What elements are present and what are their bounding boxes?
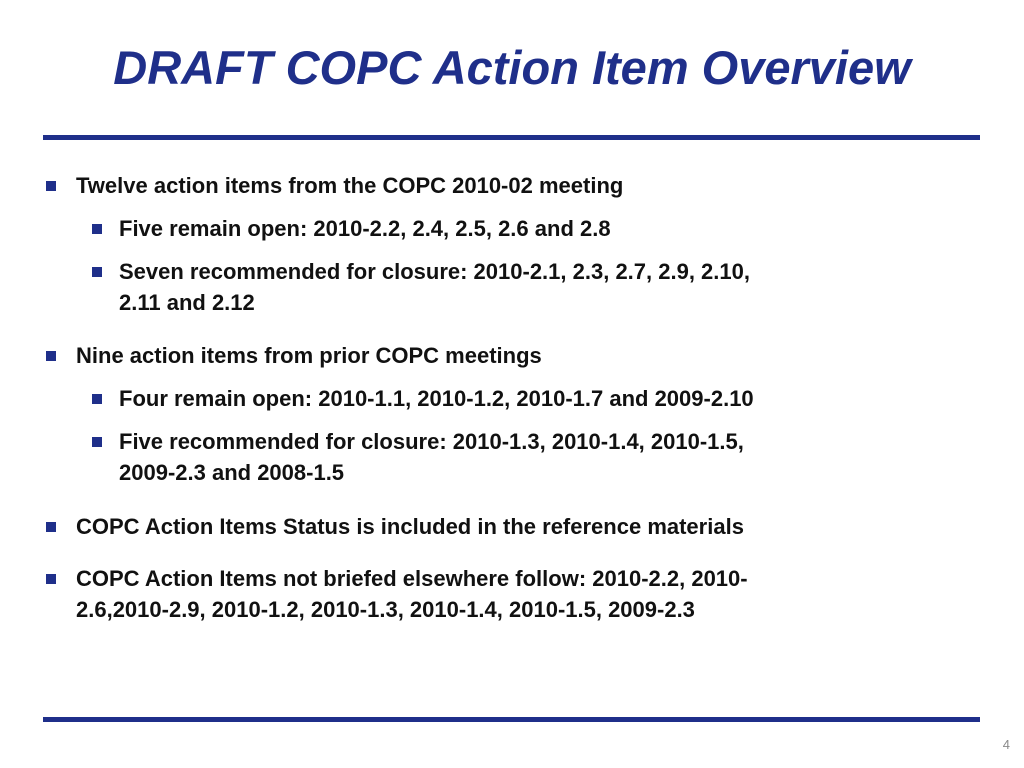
bullet-text: Nine action items from prior COPC meetings [76, 343, 542, 368]
sub-bullet-item [119, 256, 750, 318]
sub-bullet-item [119, 383, 754, 414]
bullet-text: Twelve action items from the COPC 2010-02 meeting [76, 173, 624, 198]
sub-bullet-item [119, 213, 611, 244]
sub-bullet-text-continued: 2.11 and 2.12 [119, 290, 255, 315]
bullet-item [76, 340, 542, 371]
sub-bullet-text-continued: 2009-2.3 and 2008-1.5 [119, 460, 345, 485]
bullet-item [76, 511, 744, 542]
square-bullet-icon [46, 351, 56, 361]
square-bullet-icon [92, 394, 102, 404]
square-bullet-icon [92, 437, 102, 447]
sub-bullet-item [119, 426, 744, 488]
sub-bullet-text: Seven recommended for closure: 2010-2.1, 2.3, 2.7, 2.9, 2.10, [119, 259, 750, 284]
bullet-text: COPC Action Items not briefed elsewhere follow: 2010-2.2, 2010- [76, 566, 748, 591]
sub-bullet-text: Five remain open: 2010-2.2, 2.4, 2.5, 2.6 and 2.8 [119, 216, 611, 241]
square-bullet-icon [46, 522, 56, 532]
square-bullet-icon [92, 267, 102, 277]
square-bullet-icon [46, 574, 56, 584]
page-number: 4 [1002, 737, 1010, 752]
bullet-text-continued: 2.6,2010-2.9, 2010-1.2, 2010-1.3, 2010-1.4, 2010-1.5, 2009-2.3 [76, 597, 695, 622]
bullet-text: COPC Action Items Status is included in the reference materials [76, 514, 744, 539]
bottom-divider [43, 717, 980, 722]
square-bullet-icon [92, 224, 102, 234]
sub-bullet-text: Five recommended for closure: 2010-1.3, 2010-1.4, 2010-1.5, [119, 429, 744, 454]
square-bullet-icon [46, 181, 56, 191]
bullet-item [76, 170, 623, 201]
slide-title: DRAFT COPC Action Item Overview [113, 41, 911, 94]
sub-bullet-text: Four remain open: 2010-1.1, 2010-1.2, 2010-1.7 and 2009-2.10 [119, 386, 754, 411]
bullet-item [76, 563, 748, 625]
